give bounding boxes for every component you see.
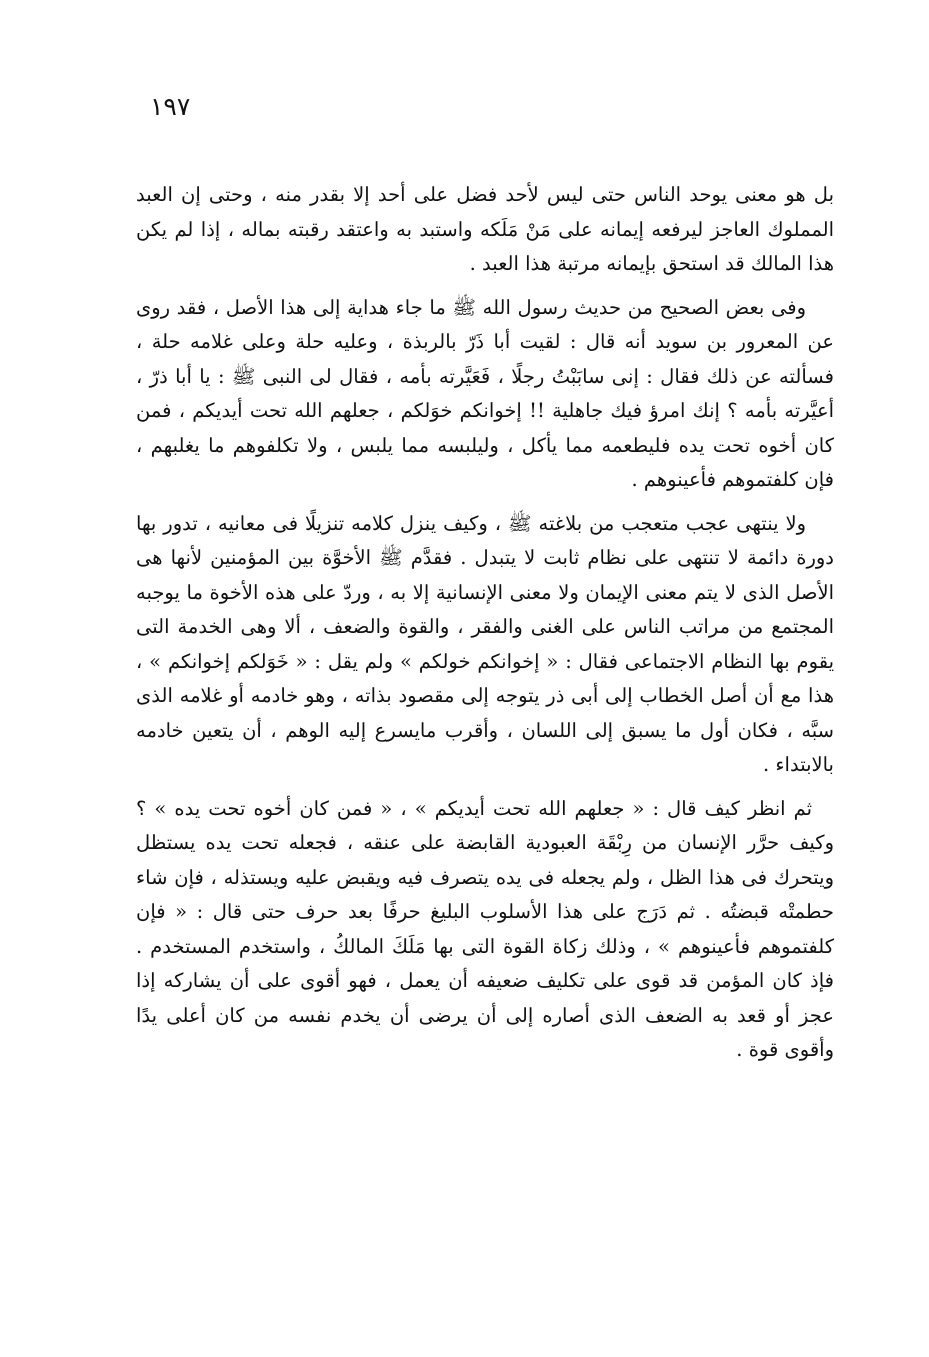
paragraph: ولا ينتهى عجب متعجب من بلاغته ﷺ ، وكيف ينزل كلامه تنزيلًا فى معانيه ، تدور بها دورة دائمة لا تنتهى على نظام ثابت لا يتبدل . فقدَّم ﷺ الأخوَّة بين المؤمنين لأنها هى الأصل الذى لا يتم معنى الإيمان ولا معنى الإنسانية إلا به ، وردّ على هذه الأخوة ما يوجبه المجتمع من مراتب الناس على الغنى والفقر ، والقوة والضعف ، ألا وهى الخدمة التى يقوم بها النظام الاجتماعى فقال : « إخوانكم خولكم » ولم يقل : « خَوَلكم إخوانكم » ، هذا مع أن أصل الخطاب إلى أبى ذر يتوجه إلى مقصود بذاته ، وهو خادمه أو غلامه الذى سبَّه ، فكان أول ما يسبق إلى اللسان ، وأقرب مايسرع إليه الوهم ، أن يتعين خادمه بالابتداء . [136, 511, 834, 776]
paragraph: ثم انظر كيف قال : « جعلهم الله تحت أيديكم » ، « فمن كان أخوه تحت يده » ؟ وكيف حرَّر الإنسان من رِبْقَة العبودية القابضة على عنقه ، فجعله تحت يده يستظل ويتحرك فى هذا الظل ، ولم يجعله فى يده يتصرف فيه ويقبض عليه ويستذله ، فإن شاء حطمتْه قبضتُه . ثم دَرَج على هذا الأسلوب البليغ حرفًا بعد حرف حتى قال : « فإن كلفتموهم فأعينوهم » ، وذلك زكاة القوة التى بها مَلَكَ المالكُ ، واستخدم المستخدم . فإذ كان المؤمن قد قوى على تكليف ضعيفه أن يعمل ، فهو أقوى على أن يشاركه إذا عجز أو قعد به الضعف الذى أصاره إلى أن يرضى أن يخدم نفسه من كان أعلى يدًا وأقوى قوة . [136, 796, 834, 1061]
paragraph: وفى بعض الصحيح من حديث رسول الله ﷺ ما جاء هداية إلى هذا الأصل ، فقد روى عن المعرور بن سويد أنه قال : لقيت أبا ذَرّ بالربذة ، وعليه حلة وعلى غلامه حلة ، فسألته عن ذلك فقال : إنى سابَبْتُ رجلًا ، فَعَيَّرته بأمه ، فقال لى النبى ﷺ : يا أبا ذرّ ، أعيَّرته بأمه ؟ إنك امرؤ فيك جاهلية !! إخوانكم خوَلكم ، جعلهم الله تحت أيديكم ، فمن كان أخوه تحت يده فليطعمه مما يأكل ، وليلبسه مما يلبس ، ولا تكلفوهم ما يغلبهم ، فإن كلفتموهم فأعينوهم . [136, 295, 834, 491]
body-text [136, 178, 834, 1068]
page-number: ١٩٧ [150, 92, 191, 121]
paragraph: بل هو معنى يوحد الناس حتى ليس لأحد فضل على أحد إلا بقدر منه ، وحتى إن العبد المملوك العاجز ليرفعه إيمانه على مَنْ مَلَكه واستبد به واعتقد رقبته بماله ، إذا لم يكن هذا المالك قد استحق بإيمانه مرتبة هذا العبد . [136, 183, 835, 275]
